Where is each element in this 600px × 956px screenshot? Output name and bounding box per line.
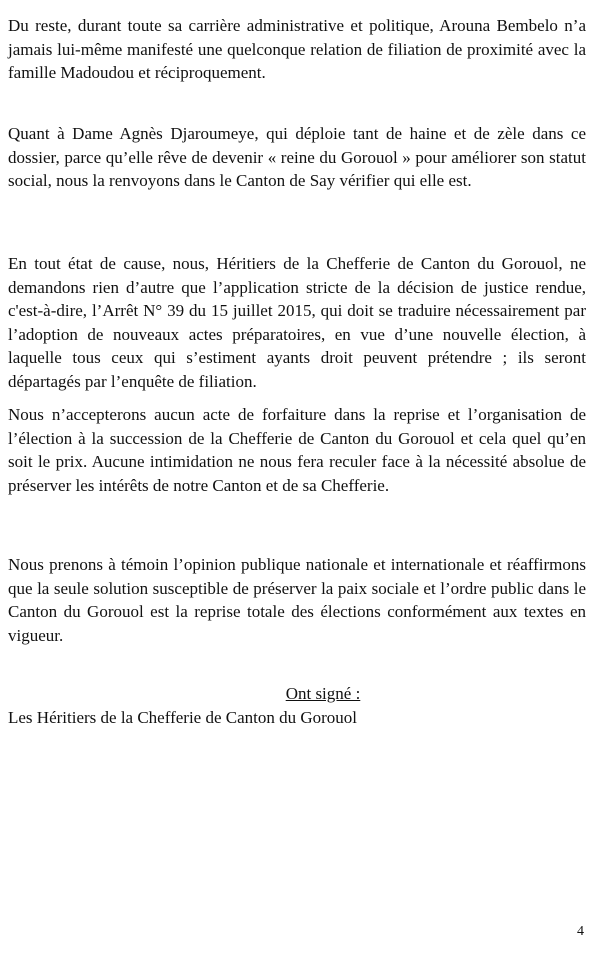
- paragraph-decision-justice: En tout état de cause, nous, Héritiers de la Chefferie de Canton du Gorouol, ne demandons rien d’autre que l’application stricte de la décision de justice rendue, c'est-à-dire, l’Arrêt N° 39 du 15 juillet 2015, qui doit se traduire nécessairement par l’adoption de nouveaux actes préparatoires, en vue d’une nouvelle élection, à laquelle tous ceux qui s’estiment ayants droit peuvent prétendre ; ils seront départagés par l’enquête de filiation.: [8, 254, 586, 391]
- page-number: 4: [577, 924, 584, 939]
- signed-label-text: Ont signé :: [285, 684, 361, 703]
- paragraph-opinion-publique: Nous prenons à témoin l’opinion publique nationale et internationale et réaffirmons que la seule solution susceptible de préserver la paix sociale et l’ordre public dans le Canton du Gorouol est la reprise totale des élections conformément aux textes en vigueur.: [8, 555, 586, 645]
- signed-label: [0, 682, 600, 706]
- paragraph-dame-agnes: Quant à Dame Agnès Djaroumeye, qui déploie tant de haine et de zèle dans ce dossier, parce qu’elle rêve de devenir « reine du Gorouol » pour améliorer son statut social, nous la renvoyons dans le Canton de Say vérifier qui elle est.: [8, 124, 586, 190]
- paragraph-forfaiture: Nous n’accepterons aucun acte de forfaiture dans la reprise et l’organisation de l’élection à la succession de la Chefferie de Canton du Gorouol et cela quel qu’en soit le prix. Aucune intimidation ne nous fera reculer face à la nécessité absolue de préserver les intérêts de notre Canton et de sa Chefferie.: [8, 405, 586, 495]
- signatory: Les Héritiers de la Chefferie de Canton du Gorouol: [8, 708, 358, 727]
- paragraph-filiation: Du reste, durant toute sa carrière administrative et politique, Arouna Bembelo n’a jamais lui-même manifesté une quelconque relation de filiation de proximité avec la famille Madoudou et réciproquement.: [8, 16, 586, 82]
